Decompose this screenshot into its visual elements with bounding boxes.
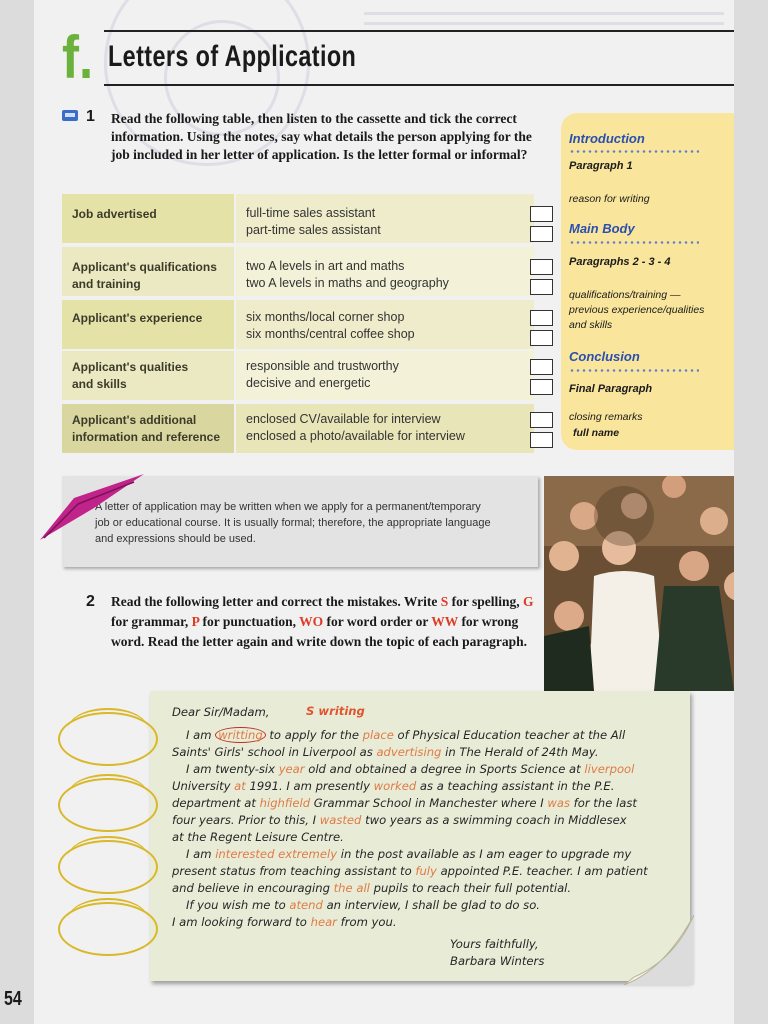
row-label: Job advertised [62, 194, 234, 243]
letter-line: at the Regent Leisure Centre. [172, 830, 344, 844]
salutation: Dear Sir/Madam, [172, 705, 270, 719]
option-text: two A levels in maths and geography [246, 276, 449, 290]
note-line: A letter of application may be written when we apply for a permanent/temporary [95, 501, 481, 513]
intro-paragraph: Paragraph 1 [569, 160, 633, 172]
tick-box[interactable] [530, 279, 553, 295]
header-bottom-rule [104, 84, 734, 86]
letter-line: department at highfield Grammar School in Manchester where I was for the last [172, 796, 637, 810]
tick-box[interactable] [530, 330, 553, 346]
body-text-line: previous experience/qualities [569, 304, 705, 316]
row-options [236, 247, 534, 296]
conclusion-paragraph: Final Paragraph [569, 383, 653, 395]
conclusion-text-line: full name [573, 427, 620, 439]
row-options [236, 300, 534, 349]
tick-box[interactable] [530, 359, 553, 375]
row-options [236, 194, 534, 243]
tick-box[interactable] [530, 259, 553, 275]
letter-line: four years. Prior to this, I wasted two years as a swimming coach in Middlesex [172, 813, 627, 827]
dotted-divider [569, 241, 699, 244]
header-top-rule [104, 30, 734, 32]
option-text: full-time sales assistant [246, 206, 376, 220]
option-text: part-time sales assistant [246, 223, 381, 237]
letter-line: I am twenty-six year old and obtained a degree in Sports Science at liverpool [186, 762, 635, 776]
letter-line: I am interested extremely in the post available as I am eager to upgrade my [186, 847, 632, 861]
cassette-icon [62, 110, 78, 121]
option-text: responsible and trustworthy [246, 359, 399, 373]
option-text: decisive and energetic [246, 376, 371, 390]
row-label: Applicant's qualifications and training [62, 247, 234, 296]
option-text: two A levels in art and maths [246, 259, 405, 273]
body-paragraphs: Paragraphs 2 - 3 - 4 [569, 256, 671, 268]
conclusion-text-line: closing remarks [569, 411, 643, 423]
conclusion-heading: Conclusion [569, 349, 640, 364]
pen-nib-icon [34, 468, 154, 548]
letter-closing: Yours faithfully, [450, 937, 539, 951]
tick-box[interactable] [530, 206, 553, 222]
exercise-1-instruction-line-2: information. Using the notes, say what details the person applying for the [111, 129, 532, 144]
intro-text: reason for writing [569, 193, 650, 205]
page-curl-decoration [624, 915, 694, 985]
option-text: enclosed a photo/available for interview [246, 429, 465, 443]
section-letter: f. [62, 24, 94, 91]
page-title: Letters of Application [108, 40, 357, 73]
postmark-line [364, 12, 724, 15]
exercise-2-instruction-line-2: for grammar, P for punctuation, WO for word order or WW for wrong [111, 614, 519, 629]
body-text-line: qualifications/training — [569, 289, 681, 301]
row-options [236, 404, 534, 453]
letter-line: and believe in encouraging the all pupils to reach their full potential. [172, 881, 572, 895]
letter-line: If you wish me to atend an interview, I shall be glad to do so. [186, 898, 540, 912]
paragraph-topic-ellipse [58, 778, 158, 832]
exercise-2-instruction-line-3: word. Read the letter again and write down the topic of each paragraph. [111, 634, 527, 649]
row-label: Applicant's experience [62, 300, 234, 349]
page-number: 54 [4, 988, 22, 1010]
option-text: six months/central coffee shop [246, 327, 415, 341]
paragraph-topic-ellipse [58, 840, 158, 894]
tick-box[interactable] [530, 412, 553, 428]
letter-line: University at 1991. I am presently worked as a teaching assistant in the P.E. [172, 779, 615, 793]
textbook-page [34, 0, 734, 1024]
example-correction: S writing [306, 704, 365, 718]
postmark-line [364, 22, 724, 25]
exercise-1-number: 1 [86, 108, 95, 125]
row-options [236, 351, 534, 400]
letter-structure-sidebar [561, 113, 734, 450]
intro-heading: Introduction [569, 131, 645, 146]
table-row [62, 300, 534, 349]
note-line: job or educational course. It is usually formal; therefore, the appropriate language [95, 517, 491, 529]
option-text: six months/local corner shop [246, 310, 405, 324]
exercise-2-number: 2 [86, 593, 95, 610]
table-row [62, 351, 534, 400]
tick-box[interactable] [530, 432, 553, 448]
application-letter [150, 691, 690, 981]
exercise-2-instruction-line-1: Read the following letter and correct the mistakes. Write S for spelling, G [111, 594, 534, 609]
table-row [62, 404, 534, 453]
paragraph-topic-ellipse [58, 902, 158, 956]
exercise-1-instruction-line-1: Read the following table, then listen to the cassette and tick the correct [111, 111, 517, 126]
option-text: enclosed CV/available for interview [246, 412, 441, 426]
body-heading: Main Body [569, 221, 635, 236]
paragraph-topic-ellipse [58, 712, 158, 766]
dotted-divider [569, 150, 699, 153]
dotted-divider [569, 369, 699, 372]
row-label: Applicant's additional information and reference [62, 404, 234, 453]
letter-line: I am looking forward to hear from you. [172, 915, 397, 929]
row-label: Applicant's qualities and skills [62, 351, 234, 400]
letter-line: present status from teaching assistant to fuly appointed P.E. teacher. I am patient [172, 864, 648, 878]
group-photo [544, 476, 734, 691]
table-row [62, 194, 534, 243]
note-line: and expressions should be used. [95, 533, 256, 545]
tick-box[interactable] [530, 226, 553, 242]
letter-line: Saints' Girls' school in Liverpool as advertising in The Herald of 24th May. [172, 745, 599, 759]
letter-line: I am writting to apply for the place of Physical Education teacher at the All [186, 728, 626, 742]
letter-signature: Barbara Winters [450, 954, 545, 968]
exercise-1-instruction-line-3: job included in her letter of application. Is the letter formal or informal? [111, 147, 528, 162]
tick-box[interactable] [530, 310, 553, 326]
body-text-line: and skills [569, 319, 613, 331]
table-row [62, 247, 534, 296]
tick-box[interactable] [530, 379, 553, 395]
